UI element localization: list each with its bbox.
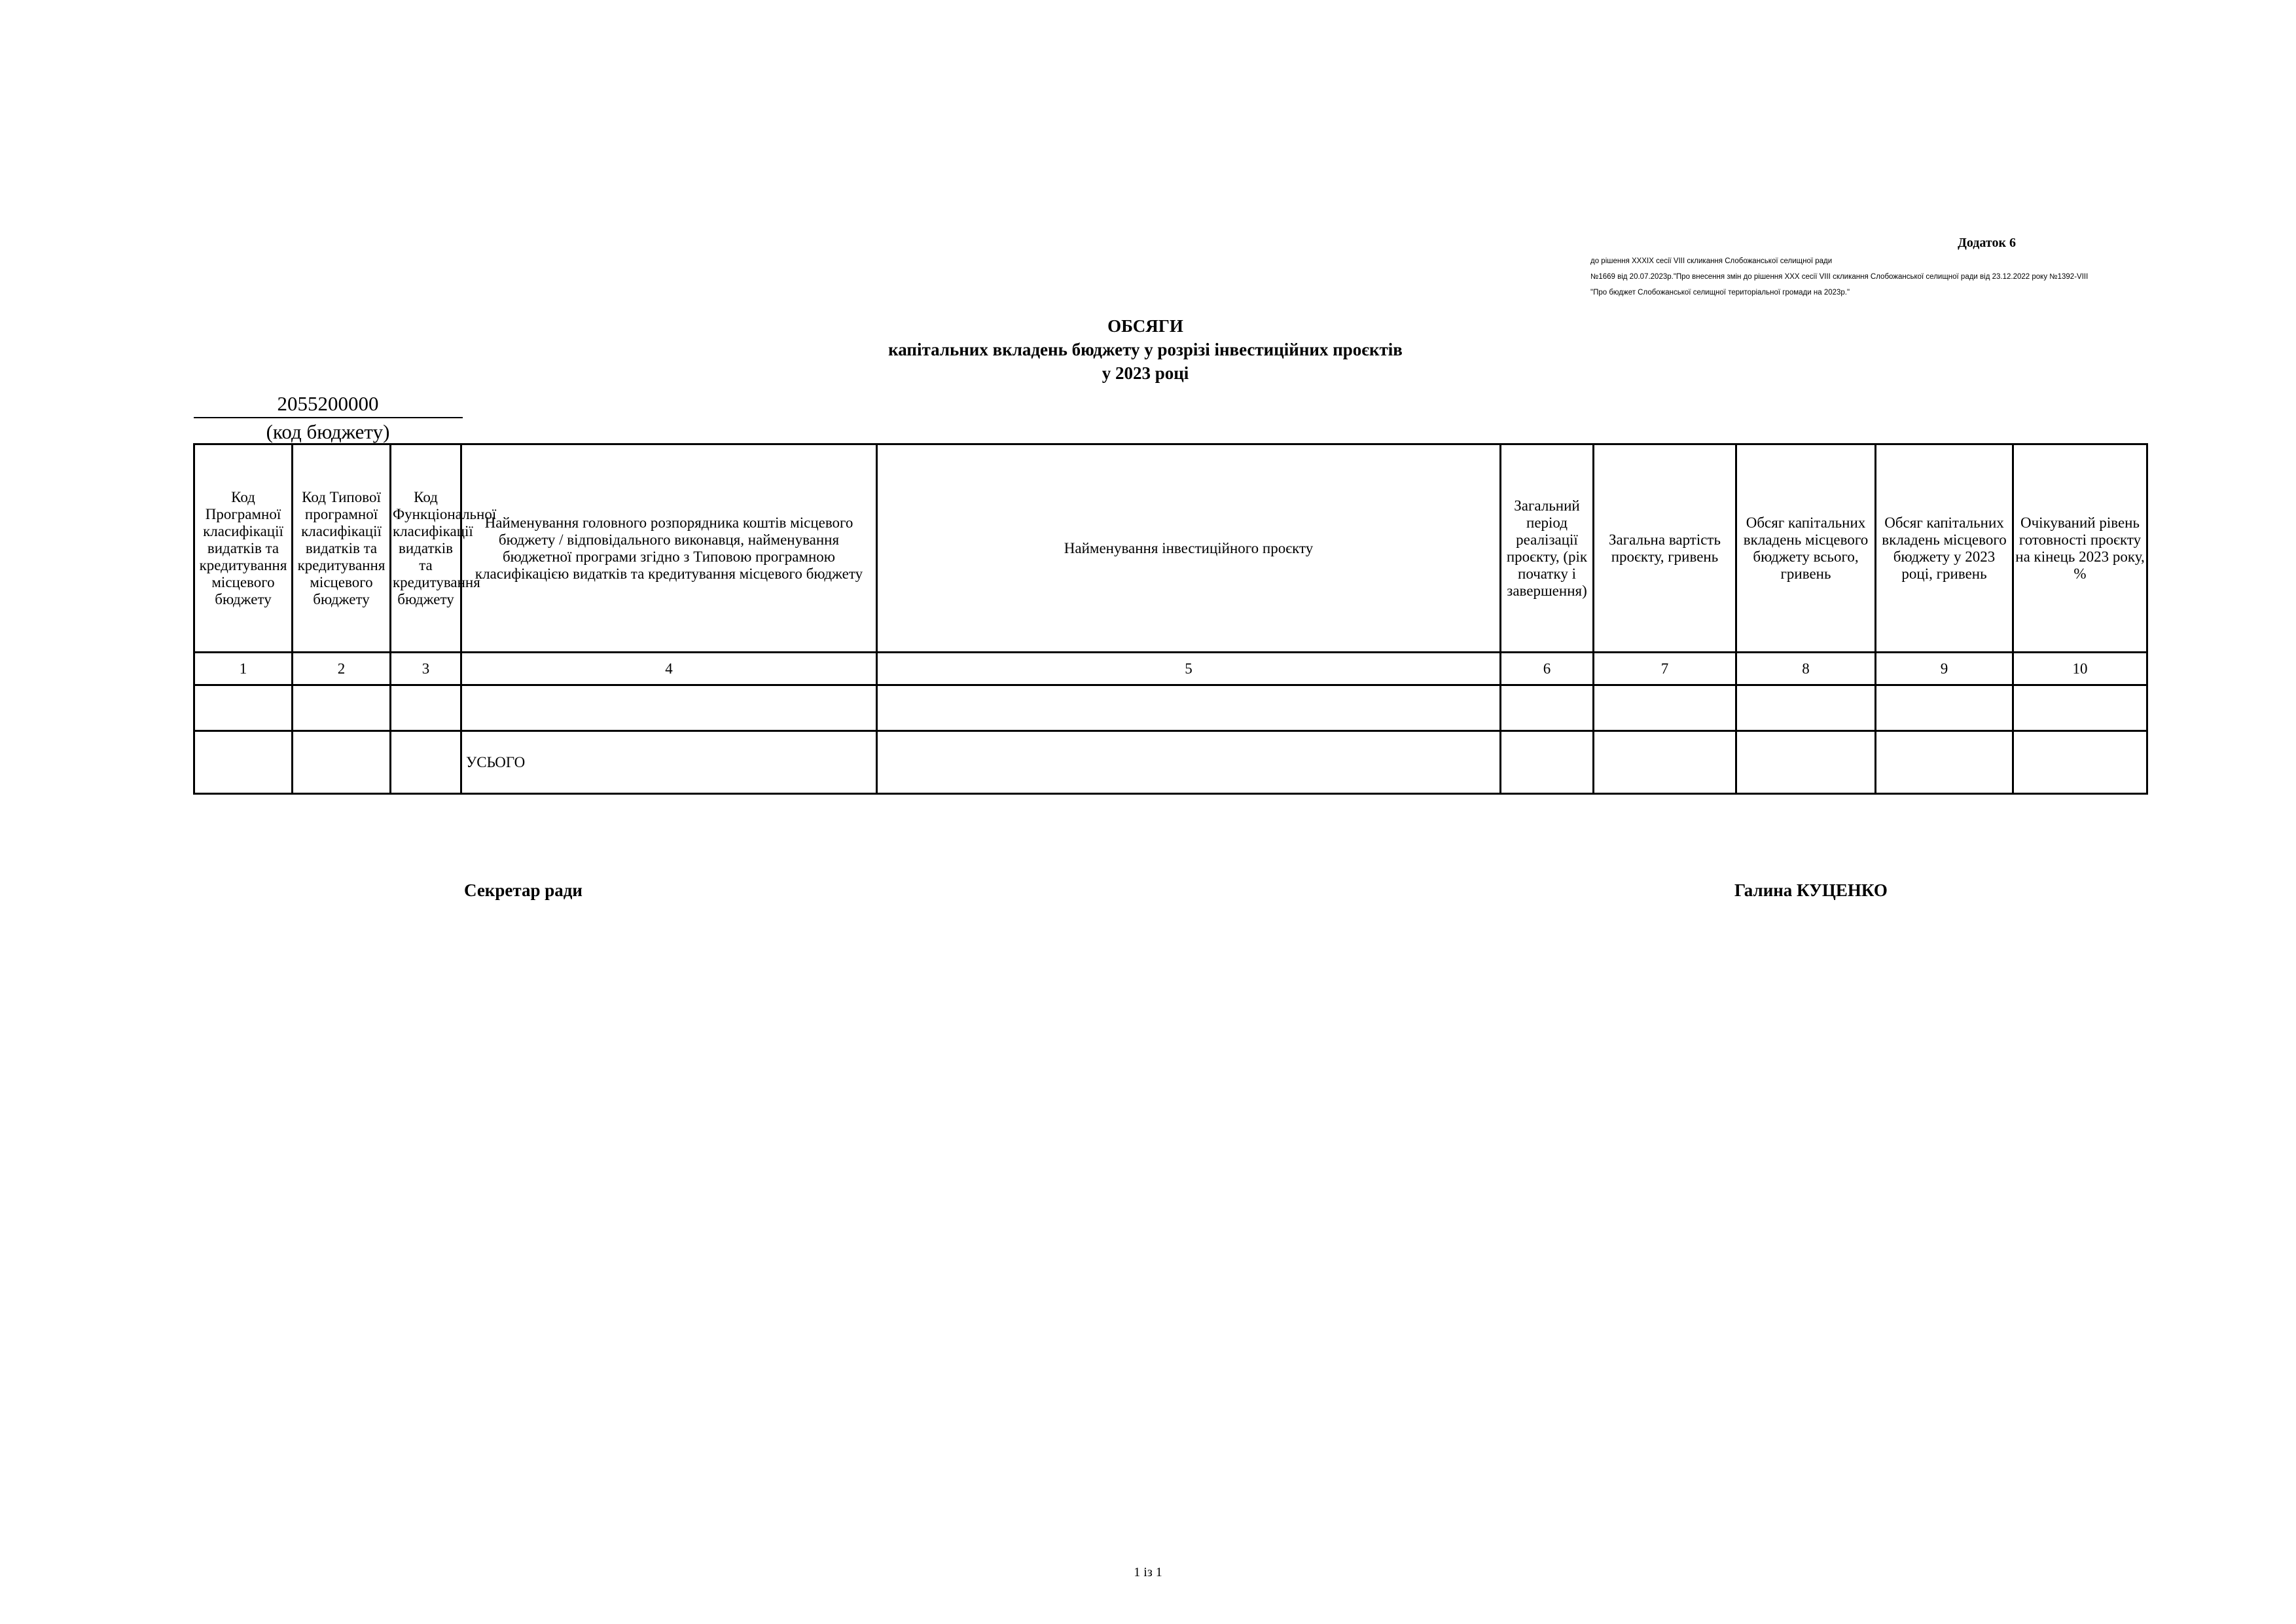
table-cell [391,685,461,731]
table-cell [2013,731,2147,794]
table-cell [1876,731,2013,794]
page-number: 1 із 1 [1134,1565,1162,1579]
table-cell [1736,731,1876,794]
column-number: 1 [194,653,293,685]
appendix-line-1: до рішення XXXIX сесії VIII скликання Слобожанської селищної ради [1590,257,1833,265]
header-cell: Код Програмної класифікації видатків та кредитування місцевого бюджету [194,444,293,653]
table-row [194,685,2147,731]
column-number: 4 [461,653,877,685]
column-number: 10 [2013,653,2147,685]
table-cell [1736,685,1876,731]
header-cell: Обсяг капітальних вкладень місцевого бюджету у 2023 році, гривень [1876,444,2013,653]
title-line-1: ОБСЯГИ [1107,316,1183,336]
header-cell: Код Типової програмної класифікації видатків та кредитування місцевого бюджету [293,444,391,653]
budget-code-label: (код бюджету) [266,420,390,443]
total-row [194,731,2147,794]
total-label: УСЬОГО [461,731,877,794]
table-cell [1876,685,2013,731]
table-cell [877,685,1501,731]
table-cell [194,685,293,731]
table-cell [2013,685,2147,731]
header-cell: Найменування головного розпорядника коштів місцевого бюджету / відповідального виконавця, найменування бюджетної програми згідно з Типовою програмною класифікацією видатків та кредитування місцевого бюджету [461,444,877,653]
table-cell [194,731,293,794]
signature-name: Галина КУЦЕНКО [1734,880,1888,900]
appendix-block [1590,236,2140,303]
header-cell: Загальна вартість проєкту, гривень [1594,444,1736,653]
investment-projects-table [193,443,2148,795]
table-cell [293,685,391,731]
table-cell [461,685,877,731]
table-cell [391,731,461,794]
column-number: 7 [1594,653,1736,685]
header-cell: Код Функціональної класифікації видатків та кредитування бюджету [391,444,461,653]
column-number: 3 [391,653,461,685]
appendix-title: Додаток 6 [1958,236,2016,250]
column-number: 6 [1501,653,1594,685]
header-cell: Обсяг капітальних вкладень місцевого бюджету всього, гривень [1736,444,1876,653]
appendix-line-2: №1669 від 20.07.2023р."Про внесення змін до рішення XXX сесії VIII скликання Слобожанської селищної ради від 23.12.2022 року №1392-VIII [1590,273,2089,281]
column-number: 5 [877,653,1501,685]
header-cell: Загальний період реалізації проєкту, (рік початку і завершення) [1501,444,1594,653]
budget-code-value: 2055200000 [194,391,463,418]
table-cell [1501,685,1594,731]
column-number-row [194,653,2147,685]
document-title [720,314,1571,385]
table-cell [877,731,1501,794]
column-number: 2 [293,653,391,685]
title-line-3: у 2023 році [1102,363,1189,383]
table-cell [1501,731,1594,794]
table-cell [293,731,391,794]
column-number: 8 [1736,653,1876,685]
header-cell: Найменування інвестиційного проєкту [877,444,1501,653]
table-header-row [194,444,2147,653]
signature-position: Секретар ради [464,880,583,900]
table-cell [1594,731,1736,794]
header-cell: Очікуваний рівень готовності проєкту на кінець 2023 року, % [2013,444,2147,653]
appendix-line-3: "Про бюджет Слобожанської селищної територіальної громади на 2023р." [1590,289,1850,297]
column-number: 9 [1876,653,2013,685]
title-line-2: капітальних вкладень бюджету у розрізі інвестиційних проєктів [888,340,1403,359]
table-cell [1594,685,1736,731]
budget-code-block [194,391,462,446]
